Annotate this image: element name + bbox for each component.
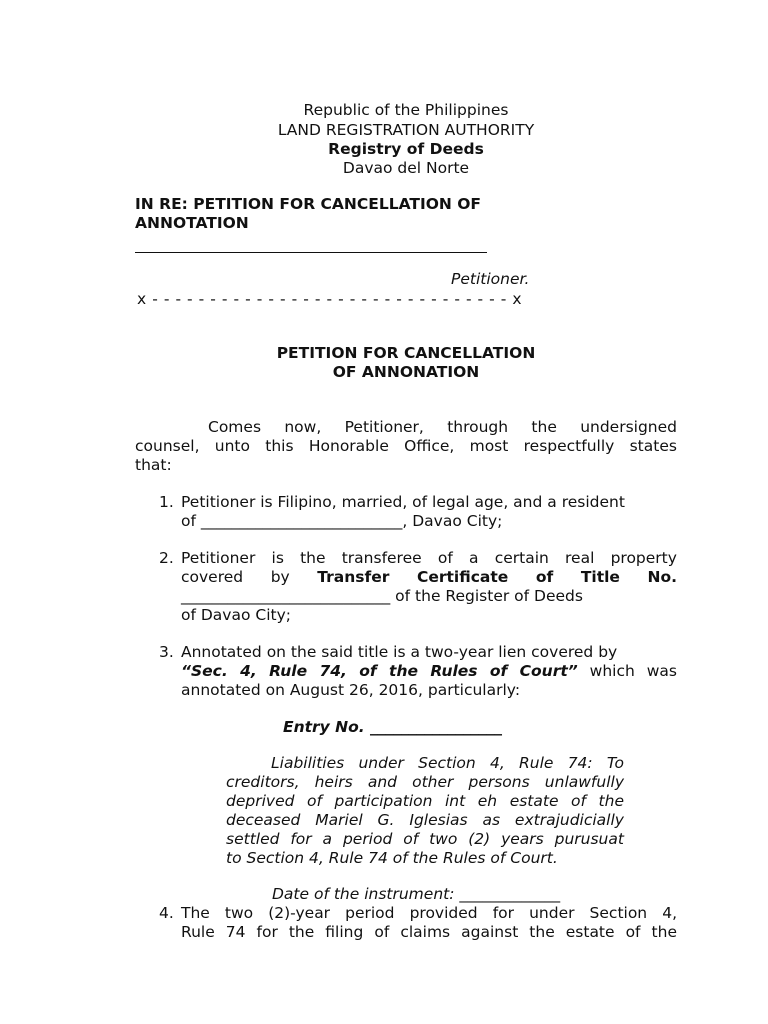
item-3-line-1: Annotated on the said title is a two-year lien covered by xyxy=(181,643,618,661)
caption-separator: x - - - - - - - - - - - - - - - - - - - - - - - - - - - - - - - x xyxy=(137,290,523,308)
item-4-line-1: The two (2)-year period provided for under Section 4, xyxy=(181,904,677,922)
liability-line-5: settled for a period of two (2) years purusuat xyxy=(226,830,624,848)
title-number-blank: ___________________________ xyxy=(181,587,391,605)
entry-number: Entry No. _________________ xyxy=(283,718,502,736)
liability-line-4: deceased Mariel G. Iglesias as extrajudicially xyxy=(226,811,624,829)
header-authority: LAND REGISTRATION AUTHORITY xyxy=(277,121,535,139)
petition-title-line-2: OF ANNONATION xyxy=(332,363,480,381)
item-3-number: 3. xyxy=(159,643,174,661)
item-2-line-1: Petitioner is the transferee of a certain real property xyxy=(181,549,677,567)
item-3-line-3: annotated on August 26, 2016, particularly: xyxy=(181,681,521,699)
instrument-date: Date of the instrument: _____________ xyxy=(272,885,561,903)
item-4-number: 4. xyxy=(159,904,174,922)
petition-title-line-1: PETITION FOR CANCELLATION xyxy=(276,344,536,362)
item-1-line-2: of __________________________, Davao City; xyxy=(181,512,503,530)
header-republic: Republic of the Philippines xyxy=(303,101,509,119)
liability-line-6: to Section 4, Rule 74 of the Rules of Court. xyxy=(226,849,558,867)
item-4-line-2: Rule 74 for the filing of claims against the estate of the xyxy=(181,923,677,941)
petitioner-name-blank xyxy=(135,252,487,253)
in-re-line-1: IN RE: PETITION FOR CANCELLATION OF xyxy=(135,195,482,213)
item-1-line-1: Petitioner is Filipino, married, of legal age, and a resident xyxy=(181,493,625,511)
item-2-line-4: of Davao City; xyxy=(181,606,291,624)
liability-line-2: creditors, heirs and other persons unlawfully xyxy=(226,773,624,791)
in-re-line-2: ANNOTATION xyxy=(135,214,249,232)
item-2-line-3: ___________________________ of the Register of Deeds xyxy=(181,587,583,605)
petitioner-label: Petitioner. xyxy=(451,270,530,288)
item-3-line-2: “Sec. 4, Rule 74, of the Rules of Court” which was xyxy=(181,662,677,680)
item-1-number: 1. xyxy=(159,493,174,511)
liability-line-3: deprived of participation int eh estate of the xyxy=(226,792,624,810)
intro-line-2: counsel, unto this Honorable Office, most respectfully states xyxy=(135,437,677,455)
item-2-line-2: covered by Transfer Certificate of Title No. xyxy=(181,568,678,586)
item-2-number: 2. xyxy=(159,549,174,567)
entry-number-blank: _________________ xyxy=(370,718,502,736)
intro-line-3: that: xyxy=(135,456,172,474)
residence-blank: __________________________ xyxy=(200,512,403,530)
header-location: Davao del Norte xyxy=(342,159,470,177)
intro-line-1: Comes now, Petitioner, through the undersigned xyxy=(208,418,678,436)
header-registry: Registry of Deeds xyxy=(328,140,484,158)
instrument-date-blank: _____________ xyxy=(459,885,561,903)
liability-line-1: Liabilities under Section 4, Rule 74: To xyxy=(271,754,624,772)
